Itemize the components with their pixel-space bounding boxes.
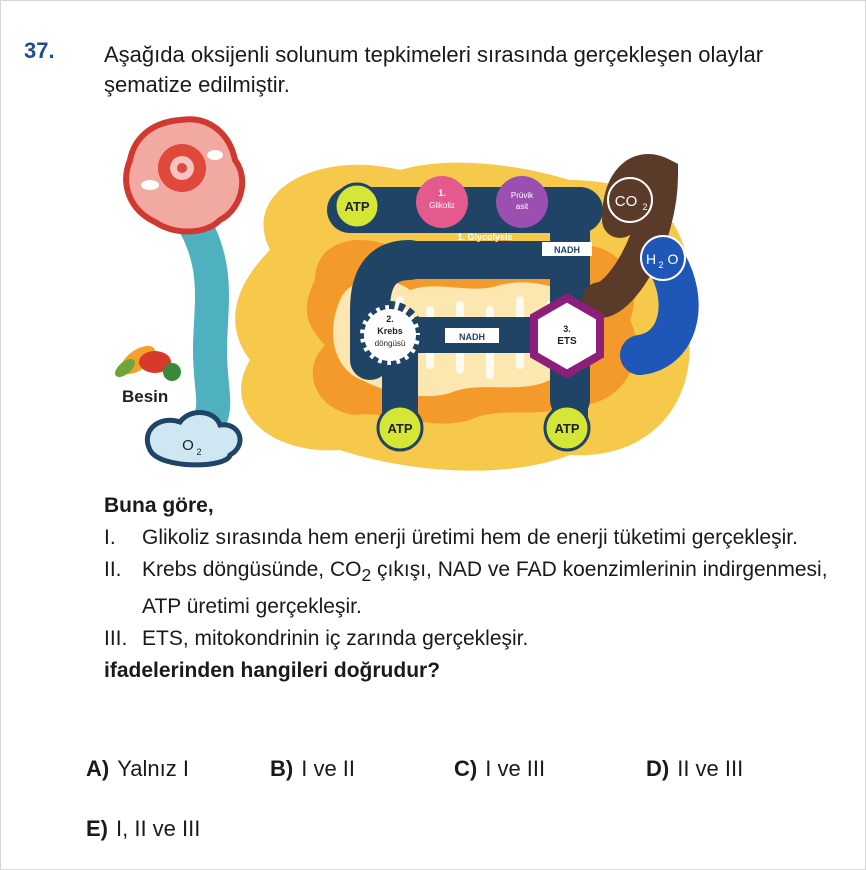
svg-text:H: H (645, 251, 657, 267)
option-e[interactable]: E) I, II ve III (86, 816, 201, 841)
statement-3 (104, 623, 844, 655)
statement-text: ETS, mitokondrinin iç zarında gerçekleşir. (142, 627, 529, 651)
svg-text:Prüvik: Prüvik (510, 191, 534, 200)
statement-1 (104, 522, 844, 554)
nadh-top-label (542, 242, 592, 256)
svg-text:ATP: ATP (344, 199, 370, 214)
ets-node (534, 298, 600, 374)
teal-connector (195, 225, 213, 430)
question-stem: Aşağıda oksijenli solunum tepkimeleri sırasında gerçekleşen olaylar şematize edilmiştir. (104, 42, 764, 97)
respiration-diagram (100, 110, 720, 485)
co2-label (608, 178, 652, 222)
option-d[interactable]: D) II ve III (646, 756, 744, 781)
statement-number: I. (104, 526, 116, 549)
statement-text-post: çıkışı, NAD ve FAD koenzimlerinin indirgenmesi, ATP üretimi gerçekleşir. (142, 558, 828, 619)
intro-text: Buna göre, (104, 494, 214, 517)
svg-text:ATP: ATP (387, 421, 413, 436)
svg-text:ETS: ETS (557, 336, 577, 347)
cell-illustration (126, 119, 242, 231)
svg-text:NADH: NADH (554, 245, 580, 255)
option-a[interactable]: A) Yalnız I (86, 756, 189, 781)
h2o-label (641, 236, 685, 280)
option-b[interactable]: B) I ve II (270, 756, 356, 781)
option-c[interactable]: C) I ve III (454, 756, 546, 781)
nadh-mid-label (445, 328, 499, 343)
statement-text-pre: Krebs döngüsünde, CO (142, 558, 362, 581)
svg-text:ATP: ATP (554, 421, 580, 436)
atp-left-node (378, 406, 422, 450)
svg-text:2: 2 (642, 202, 648, 212)
food-illustration (112, 340, 181, 381)
glikoliz-node (416, 176, 468, 228)
question-number: 37. (24, 38, 55, 63)
atp-right-node (545, 406, 589, 450)
atp-top-node (335, 184, 379, 228)
svg-text:O: O (182, 437, 194, 454)
statement-text: Glikoliz sırasında hem enerji üretimi hem de enerji tüketimi gerçekleşir. (142, 526, 798, 549)
svg-text:O: O (667, 251, 679, 267)
svg-text:3.: 3. (563, 324, 571, 334)
svg-text:1.: 1. (438, 188, 446, 198)
pruvik-asit-node (496, 176, 548, 228)
svg-text:2.: 2. (386, 314, 394, 324)
svg-text:CO: CO (614, 193, 638, 210)
svg-text:Glikoliz: Glikoliz (429, 201, 455, 210)
closing-question: ifadelerinden hangileri doğrudur? (104, 659, 441, 683)
statement-number: III. (104, 627, 128, 651)
besin-label: Besin (122, 387, 169, 406)
statement-subscript: 2 (361, 565, 372, 586)
statement-number: II. (104, 558, 122, 581)
question-body (104, 490, 844, 687)
svg-text:döngüsü: döngüsü (374, 339, 406, 348)
svg-text:2: 2 (658, 260, 664, 270)
svg-text:NADH: NADH (459, 332, 485, 342)
svg-text:Krebs: Krebs (377, 326, 403, 336)
svg-text:2: 2 (196, 447, 202, 457)
glycolysis-label: 1. Glycolysis (457, 232, 513, 242)
statement-2 (104, 554, 844, 623)
svg-text:asit: asit (515, 202, 529, 211)
krebs-cycle-node (360, 305, 420, 365)
